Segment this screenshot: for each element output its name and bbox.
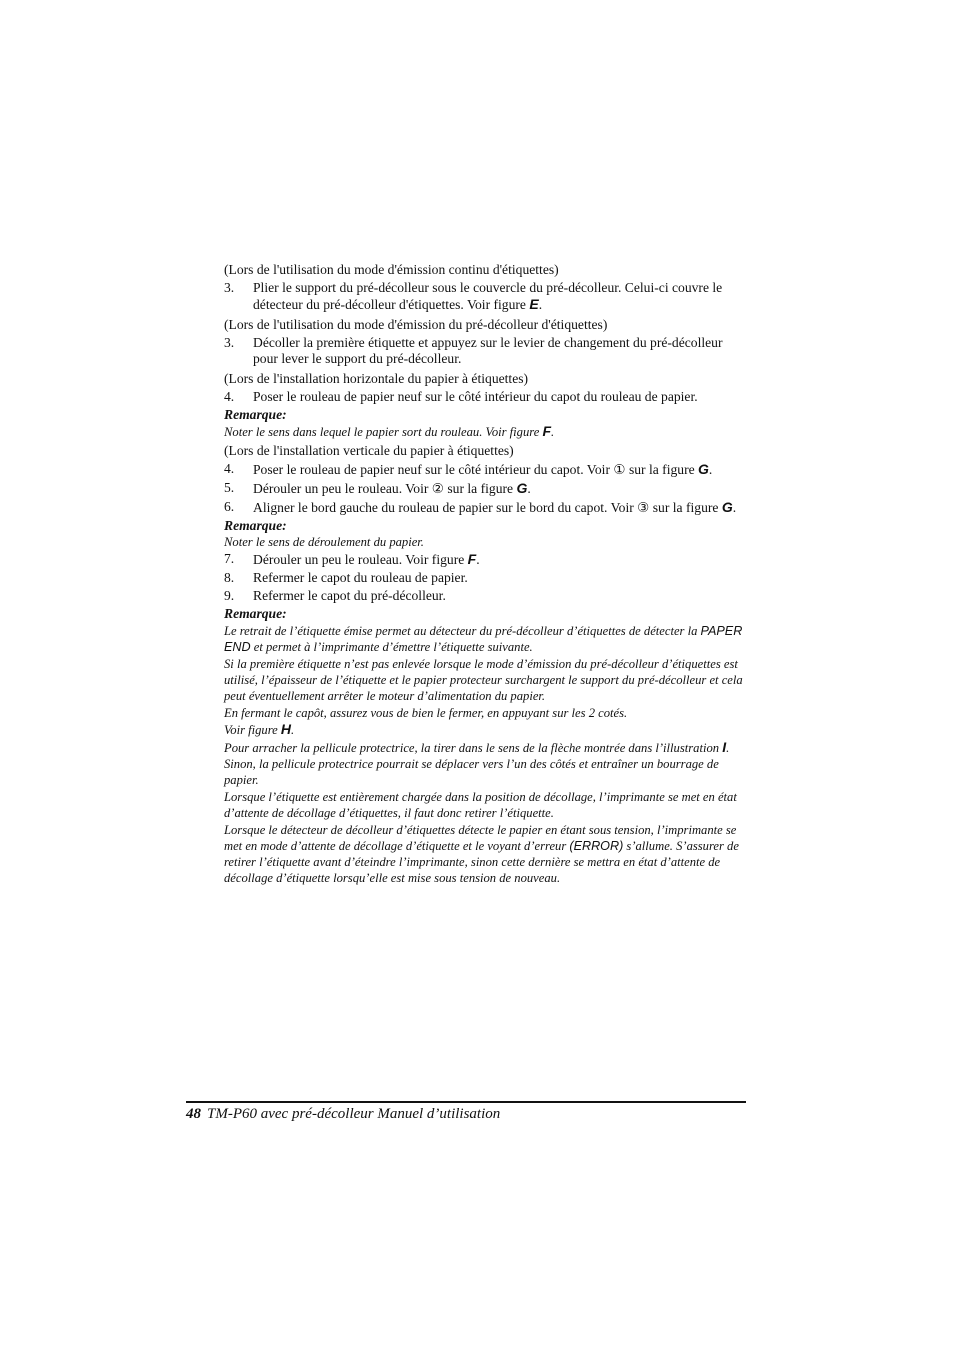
step-text: Refermer le capot du pré-décolleur.: [253, 588, 446, 603]
note-text: Noter le sens dans lequel le papier sort du rouleau. Voir figure F.: [224, 423, 555, 439]
note-heading: Remarque:: [224, 517, 287, 533]
step-number: 3.: [224, 279, 235, 295]
footer-rule: [186, 1101, 746, 1103]
step-number: 4.: [224, 460, 235, 476]
figure-ref: E: [529, 296, 539, 312]
step-number: 5.: [224, 479, 235, 495]
step-text: Décoller la première étiquette et appuyez sur le levier de changement du pré-décolleur pour lever le support du pré-décolleur.: [253, 334, 723, 366]
condition-peeler-mode: (Lors de l'utilisation du mode d'émission du pré-décolleur d'étiquettes): [224, 317, 608, 332]
step-text: Aligner le bord gauche du rouleau de papier sur le bord du capot. Voir ③ sur la figure: [253, 499, 722, 515]
step-number: 6.: [224, 498, 235, 514]
page-content: [224, 260, 748, 887]
manual-title: TM-P60 avec pré-décolleur Manuel d’utilisation: [207, 1106, 501, 1122]
step-3-fold-support: 3. Plier le support du pré-décolleur sous le couvercle du pré-décolleur. Celui-ci couvre le détecteur du pré-décolleur d'étiquettes. Voir figure E.: [224, 279, 723, 312]
figure-ref: G: [516, 479, 528, 496]
page-footer: [186, 1104, 500, 1124]
step-number: 7.: [224, 551, 235, 566]
indicator-paper-end: PAPER END: [224, 623, 743, 654]
step-number: 8.: [224, 570, 235, 585]
step-text: Poser le rouleau de papier neuf sur le côté intérieur du capot. Voir ① sur la figure: [253, 461, 699, 477]
note-close-cover: En fermant le capôt, assurez vous de bien le fermer, en appuyant sur les 2 cotés. Voir figure H.: [224, 705, 628, 737]
figure-ref: F: [542, 423, 551, 439]
step-text: Dérouler un peu le rouleau. Voir ② sur la figure: [253, 480, 517, 496]
condition-continuous-mode: (Lors de l'utilisation du mode d'émission continu d'étiquettes): [224, 262, 559, 277]
note-error-indicator: Lorsque le détecteur de décolleur d’étiquettes détecte le papier en étant sous tension, l’imprimante se met en mode d’attente de décollage d’étiquette et le voyant d’erreur (ERROR) s’allume. S’assurer de retirer l’étiquette avant d’éteindre l’imprimante, sinon cette dernière se mettra en état d’attente de décollage d’étiquette lorsqu’elle est mise sous tension de nouveau.: [224, 822, 739, 885]
step-8-close-roll-cover: [224, 570, 748, 587]
step-6-align: 6. Aligner le bord gauche du rouleau de papier sur le bord du capot. Voir ③ sur la figure G.: [224, 498, 737, 515]
figure-ref: G: [721, 498, 733, 515]
note-first-label: Si la première étiquette n’est pas enlevée lorsque le mode d’émission du pré-décolleur d’étiquettes est utilisé, l’épaisseur de l’étiquette et le papier protecteur surchargent le support du pré-décolleur et cela peut éventuellement arrêter le moteur d’alimentation du papier.: [224, 656, 743, 703]
note-heading: Remarque:: [224, 406, 287, 422]
step-4-place-roll-vertical: 4. Poser le rouleau de papier neuf sur le côté intérieur du capot. Voir ① sur la figure G.: [224, 460, 713, 477]
step-text: Poser le rouleau de papier neuf sur le côté intérieur du capot du rouleau de papier.: [253, 388, 698, 404]
indicator-error: (ERROR): [569, 838, 624, 853]
condition-horizontal-install: (Lors de l'installation horizontale du papier à étiquettes): [224, 371, 529, 386]
step-text: Plier le support du pré-décolleur sous le couvercle du pré-décolleur. Celui-ci couvre le détecteur du pré-décolleur d'étiquettes. Voir figure: [253, 279, 723, 312]
condition-vertical-install: (Lors de l'installation verticale du papier à étiquettes): [224, 443, 514, 458]
step-number: 3.: [224, 334, 235, 350]
note-text: Noter le sens de déroulement du papier.: [224, 535, 424, 549]
figure-ref: I: [722, 738, 727, 755]
step-text: Refermer le capot du rouleau de papier.: [253, 570, 468, 585]
step-5-unroll: 5. Dérouler un peu le rouleau. Voir ② sur la figure G.: [224, 479, 531, 496]
note-paper-end: Le retrait de l’étiquette émise permet au détecteur du pré-décolleur d’étiquettes de détecter la PAPER END et permet à l’imprimante d’émettre l’étiquette suivante.: [224, 623, 743, 654]
figure-ref: H: [280, 720, 292, 737]
figure-ref: G: [698, 460, 709, 477]
step-7-unroll: 7. Dérouler un peu le rouleau. Voir figure F.: [224, 551, 480, 567]
page-number: 48: [186, 1106, 201, 1122]
step-4-place-roll: [224, 389, 748, 406]
step-number: 9.: [224, 588, 235, 603]
note-heading: Remarque:: [224, 606, 287, 621]
note-label-loaded: Lorsque l’étiquette est entièrement chargée dans la position de décollage, l’imprimante se met en état d’attente de décollage d’étiquettes, il faut donc retirer l’étiquette.: [224, 789, 737, 820]
note-protective-film: Pour arracher la pellicule protectrice, la tirer dans le sens de la flèche montrée dans l’illustration I. Sinon, la pellicule protectrice pourrait se déplacer vers l’un des côtés et entraîner un bourrage de papier.: [224, 738, 730, 787]
step-number: 4.: [224, 388, 235, 404]
step-9-close-peeler-cover: [224, 588, 748, 605]
step-text: Dérouler un peu le rouleau. Voir figure: [253, 552, 468, 567]
step-3-peel-label: [224, 335, 748, 368]
figure-ref: F: [467, 551, 477, 567]
